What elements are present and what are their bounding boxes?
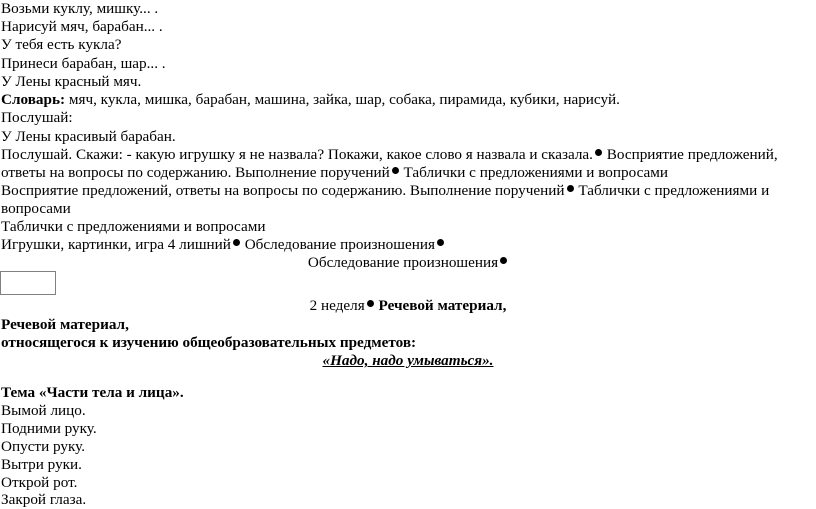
bullet-icon <box>392 167 399 174</box>
text-span: Подними руку. <box>1 420 97 437</box>
text-span: Опусти руку. <box>1 438 86 455</box>
text-line <box>1 438 85 456</box>
text-span: относящегося к изучению общеобразовательных предметов: <box>1 334 417 351</box>
text-span: Послушай. Скажи: - какую игрушку я не назвала? Покажи, какое слово я назвала и сказала. <box>1 146 593 163</box>
heading-line <box>1 316 129 334</box>
vocabulary-line <box>1 91 620 109</box>
vocabulary-label: Словарь: <box>1 91 66 108</box>
text-line <box>1 55 166 73</box>
text-line <box>1 128 176 146</box>
text-span: Восприятие предложений, ответы на вопросы по содержанию. Выполнение поручений <box>1 182 565 199</box>
text-span: У Лены красивый барабан. <box>1 128 176 145</box>
text-line <box>1 18 163 36</box>
text-line <box>1 218 265 236</box>
bullet-icon <box>367 300 374 307</box>
text-span: 2 неделя <box>309 297 365 314</box>
text-span: Нарисуй мяч, барабан... . <box>1 18 163 35</box>
text-line <box>1 0 158 18</box>
text-span: У Лены красный мяч. <box>1 73 142 90</box>
text-span: У тебя есть кукла? <box>1 36 122 53</box>
section-title <box>0 352 816 370</box>
text-line-centered <box>0 254 816 272</box>
text-span: Открой рот. <box>1 474 78 491</box>
text-paragraph <box>1 146 813 182</box>
heading-line <box>1 334 416 352</box>
text-span: Обследование произношения <box>307 254 499 271</box>
text-span: Речевой материал, <box>374 297 507 314</box>
text-span: Восприятие предложений, ответы на вопросы по содержанию. Выполнение поручений <box>1 146 778 181</box>
text-paragraph <box>1 182 813 218</box>
text-span: Таблички с предложениями и вопросами <box>1 218 266 235</box>
text-span: Вытри руки. <box>1 456 82 473</box>
bullet-icon <box>500 257 507 264</box>
text-line <box>1 109 73 127</box>
bullet-icon <box>595 149 602 156</box>
text-line <box>1 402 86 420</box>
text-span: Обследование произношения <box>240 236 435 253</box>
text-line <box>1 491 86 509</box>
text-line <box>1 474 77 492</box>
empty-box <box>0 271 56 295</box>
text-span: «Надо, надо умываться». <box>322 352 494 369</box>
text-span: Речевой материал, <box>1 316 129 333</box>
text-line-centered <box>0 297 816 315</box>
text-span: Игрушки, картинки, игра 4 лишний <box>1 236 231 253</box>
text-line <box>1 36 121 54</box>
text-line <box>1 73 141 91</box>
bullet-icon <box>567 185 574 192</box>
text-span: Таблички с предложениями и вопросами <box>399 164 668 181</box>
text-span: Вымой лицо. <box>1 402 86 419</box>
bullet-icon <box>233 239 240 246</box>
vocabulary-text: мяч, кукла, мишка, барабан, машина, зайка, шар, собака, пирамида, кубики, нарисуй. <box>65 91 620 108</box>
text-span: Возьми куклу, мишку... . <box>1 0 159 17</box>
bullet-icon <box>437 239 444 246</box>
text-span: Таблички с предложениями и вопросами <box>1 182 770 217</box>
text-line <box>1 420 97 438</box>
text-span: Тема «Части тела и лица». <box>1 384 184 401</box>
text-span: Принеси барабан, шар... . <box>1 55 166 72</box>
text-line <box>1 456 82 474</box>
text-line <box>1 236 445 254</box>
topic-heading <box>1 384 184 402</box>
text-span: Закрой глаза. <box>1 491 87 508</box>
text-span: Послушай: <box>1 109 73 126</box>
